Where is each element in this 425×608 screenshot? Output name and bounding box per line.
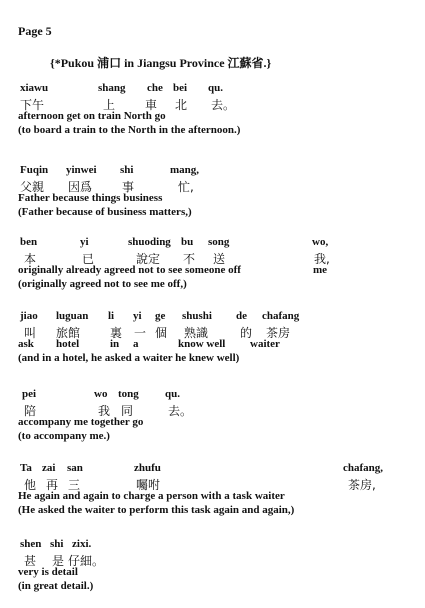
gloss-line: Father because things business (18, 192, 163, 204)
pinyin-word: yi (80, 236, 89, 248)
gloss-text: know well (178, 338, 226, 350)
hanzi-line (18, 96, 418, 110)
pinyin-word: luguan (56, 310, 89, 322)
pinyin-word: zhufu (134, 462, 161, 474)
hanzi-word: 是 (52, 554, 65, 568)
pinyin-word: mang, (170, 164, 200, 176)
pinyin-word: tong (118, 388, 139, 400)
translation-line: (originally agreed not to see me off,) (18, 278, 187, 290)
hanzi-word: 囑咐 (136, 478, 161, 492)
sentence-2 (18, 164, 418, 220)
hanzi-word: 茶房 (266, 326, 291, 340)
gloss-text: ask (18, 338, 34, 350)
hanzi-word: 再 (46, 478, 59, 492)
hanzi-word: 送 (213, 252, 226, 266)
pinyin-word: shi (50, 538, 64, 550)
hanzi-word: 叫 (24, 326, 37, 340)
pinyin-word: Ta (20, 462, 32, 474)
pinyin-word: yi (133, 310, 142, 322)
hanzi-word: 去。 (211, 98, 236, 112)
page-label: Page 5 (18, 24, 52, 38)
pinyin-word: ge (155, 310, 166, 322)
hanzi-word: 同 (121, 404, 134, 418)
hanzi-word: 個 (155, 326, 168, 340)
hanzi-word: 上 (103, 98, 116, 112)
pinyin-word: chafang, (343, 462, 384, 474)
translation-line: (Father because of business matters,) (18, 206, 192, 218)
hanzi-word: 本 (24, 252, 37, 266)
gloss-line (18, 338, 418, 352)
pinyin-word: Fuqin (20, 164, 49, 176)
pinyin-line (18, 310, 418, 324)
translation-line: (to accompany me.) (18, 430, 110, 442)
hanzi-word: 已 (82, 252, 95, 266)
pinyin-line (18, 82, 418, 96)
hanzi-word: 裏 (110, 326, 123, 340)
hanzi-word: 三 (68, 478, 81, 492)
translation-line: (and in a hotel, he asked a waiter he knew well) (18, 352, 240, 364)
gloss-text: a (133, 338, 139, 350)
gloss-line: very is detail (18, 566, 78, 578)
pinyin-line (18, 388, 418, 402)
hanzi-word: 熟識 (184, 326, 209, 340)
hanzi-word: 不 (183, 252, 196, 266)
pinyin-line (18, 538, 418, 552)
hanzi-word: 仔細。 (68, 554, 105, 568)
pinyin-word: qu. (165, 388, 180, 400)
sentence-4 (18, 310, 418, 366)
gloss-text: me (313, 264, 328, 276)
sentence-5 (18, 388, 418, 444)
hanzi-word: 的 (240, 326, 253, 340)
pinyin-word: shi (120, 164, 134, 176)
hanzi-word: 甚 (24, 554, 37, 568)
pinyin-word: pei (22, 388, 37, 400)
hanzi-word: 車 (145, 98, 158, 112)
hanzi-line (18, 250, 418, 264)
hanzi-line (18, 476, 418, 490)
pinyin-word: chafang (262, 310, 300, 322)
gloss-text: hotel (56, 338, 80, 350)
pinyin-word: zixi. (72, 538, 92, 550)
pinyin-word: jiao (20, 310, 38, 322)
sentence-1 (18, 82, 418, 138)
hanzi-word: 旅館 (56, 326, 81, 340)
pinyin-word: qu. (208, 82, 223, 94)
pinyin-word: xiawu (20, 82, 49, 94)
hanzi-word: 一 (134, 326, 147, 340)
pinyin-word: shuoding (128, 236, 171, 248)
pinyin-word: wo (94, 388, 108, 400)
gloss-text: waiter (250, 338, 280, 350)
pinyin-word: yinwei (66, 164, 97, 176)
hanzi-word: 我, (314, 252, 330, 266)
pinyin-line (18, 236, 418, 250)
sentence-6 (18, 462, 418, 518)
gloss-line (18, 264, 418, 278)
translation-line: (to board a train to the North in the afternoon.) (18, 124, 241, 136)
hanzi-word: 因爲 (68, 180, 93, 194)
hanzi-line (18, 552, 418, 566)
pinyin-word: shushi (182, 310, 212, 322)
pinyin-word: che (147, 82, 163, 94)
hanzi-word: 茶房, (348, 478, 376, 492)
hanzi-word: 下午 (20, 98, 45, 112)
pinyin-word: wo, (312, 236, 329, 248)
hanzi-line (18, 178, 418, 192)
gloss-text: in (110, 338, 120, 350)
pinyin-word: song (208, 236, 230, 248)
place-note: {*Pukou 浦口 in Jiangsu Province 江蘇省.} (50, 56, 272, 70)
sentence-7 (18, 538, 418, 594)
pinyin-word: li (108, 310, 115, 322)
gloss-text: originally already agreed not to see someone off (18, 264, 241, 276)
hanzi-word: 父親 (20, 180, 45, 194)
pinyin-word: de (236, 310, 247, 322)
pinyin-word: shen (20, 538, 42, 550)
hanzi-word: 他 (24, 478, 37, 492)
gloss-line: He again and again to charge a person with a task waiter (18, 490, 285, 502)
hanzi-word: 去。 (168, 404, 193, 418)
sentence-3 (18, 236, 418, 292)
hanzi-line (18, 402, 418, 416)
hanzi-word: 北 (175, 98, 188, 112)
pinyin-word: bu (181, 236, 194, 248)
hanzi-word: 說定 (136, 252, 161, 266)
hanzi-word: 陪 (24, 404, 37, 418)
gloss-line: afternoon get on train North go (18, 110, 166, 122)
hanzi-word: 事 (122, 180, 135, 194)
pinyin-line (18, 462, 418, 476)
translation-line: (in great detail.) (18, 580, 94, 592)
pinyin-word: shang (98, 82, 126, 94)
pinyin-word: ben (20, 236, 38, 248)
hanzi-word: 我 (98, 404, 111, 418)
pinyin-word: bei (173, 82, 188, 94)
pinyin-word: zai (42, 462, 56, 474)
hanzi-line (18, 324, 418, 338)
gloss-line: accompany me together go (18, 416, 144, 428)
hanzi-word: 忙, (178, 180, 194, 194)
pinyin-word: san (67, 462, 83, 474)
pinyin-line (18, 164, 418, 178)
translation-line: (He asked the waiter to perform this task again and again,) (18, 504, 295, 516)
